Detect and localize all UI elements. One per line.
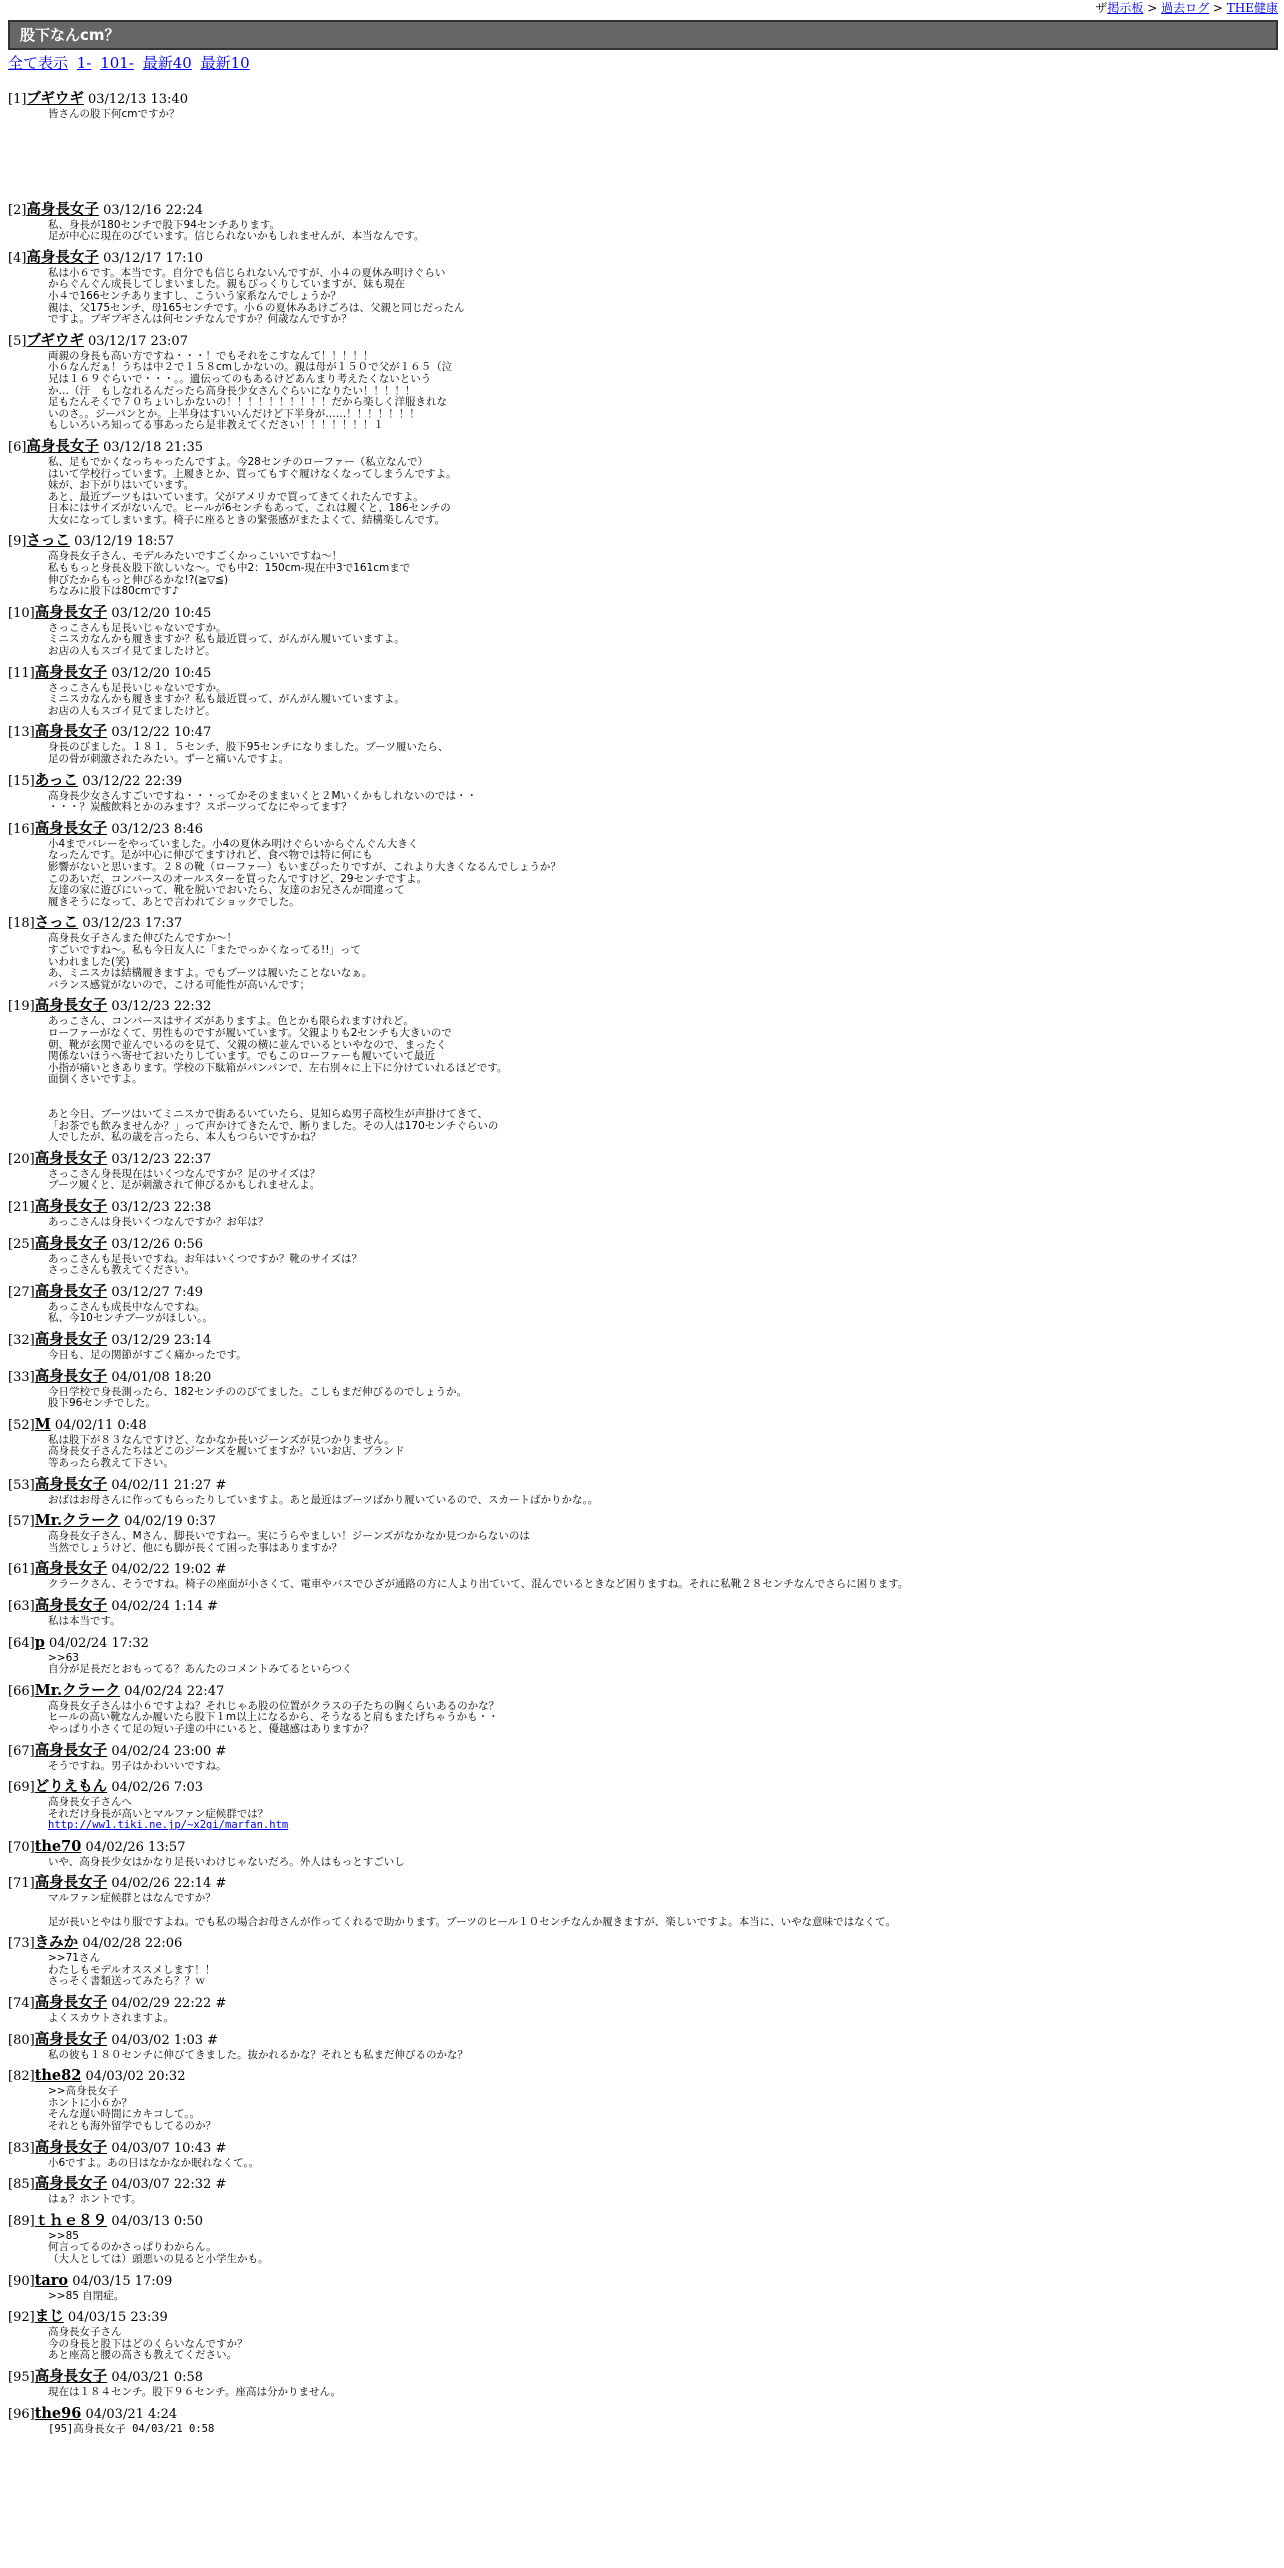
- post-number: [83]: [8, 2140, 35, 2156]
- post: [8, 1416, 1278, 1476]
- post-header: [8, 604, 1278, 623]
- post: [8, 1994, 1278, 2031]
- category-link[interactable]: THE健康: [1226, 1, 1278, 15]
- post-author-link[interactable]: 高身長女子: [34, 723, 108, 741]
- post-body: 今日学校で身長測ったら、182センチののびてました。こしもまだ伸びるのでしょうか。 股下96センチでした。: [48, 1385, 468, 1410]
- post-author-link[interactable]: 高身長女子: [34, 1198, 108, 1216]
- post-body: おばはお母さんに作ってもらったりしていますよ。あと最近はブーツばかり履いているので、スカートばかりかな。。: [48, 1493, 599, 1506]
- post: [8, 914, 1278, 997]
- post-author-link[interactable]: どりえもん: [34, 1778, 108, 1796]
- post-body: いや、高身長少女はかなり足長いわけじゃないだろ。外人はもっとすごいし: [48, 1855, 405, 1868]
- post-author-link[interactable]: 高身長女子: [26, 437, 99, 455]
- post: [8, 1597, 1278, 1634]
- post-date: 04/03/07 10:43 #: [111, 2140, 227, 2156]
- post-author-link[interactable]: 高身長女子: [34, 1149, 108, 1167]
- post-date: 03/12/22 22:39: [82, 773, 183, 789]
- post-date: 03/12/20 10:45: [111, 605, 212, 621]
- post-author-link[interactable]: 高身長女子: [34, 997, 108, 1015]
- post-number: [33]: [8, 1369, 35, 1385]
- post-list: [8, 90, 1278, 2441]
- post-header: [8, 1934, 1278, 1953]
- post-body: 現在は１８４センチ。股下９６センチ。座高は分かりません。: [48, 2385, 342, 2398]
- post-header: [8, 1742, 1278, 1761]
- post-number: [25]: [8, 1236, 35, 1252]
- post-date: 04/02/11 0:48: [54, 1417, 147, 1433]
- post-author-link[interactable]: 高身長女子: [34, 2175, 108, 2193]
- post-body: あっこさん、コンバースはサイズがありますよ。色とかも限られますけれど。 ローファーがなくて、男性ものですが履いています。父親よりも2センチも大きいので 朝、靴が玄関で並んでいるのを見て、父親の横に並んでいるといやなので、まったく 関係ないほうへ寄せておいたりしています。でもこのローファーも履いていて最近 小指が痛いときあります。学校の下駄箱がパンパンで、左右別々に上下に分けていれるほどです。 面倒くさいですよ。 あと今日、ブーツはいてミニスカで街あるいていたら、見知らぬ男子高校生が声掛けてきて、 「お茶でも飲みませんか？」って声かけてきたんで、断りました。その人は170センチぐらいの 人でしたが、私の歳を言ったら、本人もつらいですかね？: [48, 1015, 508, 1144]
- post-author-link[interactable]: ブギウギ: [26, 331, 84, 349]
- post-header: [8, 1331, 1278, 1350]
- post: [8, 2272, 1278, 2309]
- post: [8, 2212, 1278, 2272]
- post-date: 04/03/15 23:39: [67, 2310, 168, 2326]
- post-number: [85]: [8, 2177, 35, 2193]
- post: [8, 201, 1278, 249]
- range-1-link[interactable]: 1-: [76, 54, 92, 72]
- post-header: [8, 1198, 1278, 1217]
- post-author-link[interactable]: 高身長女子: [34, 1560, 108, 1578]
- post-date: 04/02/24 17:32: [48, 1635, 149, 1651]
- post-body: 今日も、足の関節がすごく痛かったです。: [48, 1349, 247, 1361]
- post-number: [95]: [8, 2369, 35, 2385]
- post-number: [82]: [8, 2069, 35, 2085]
- post-number: [19]: [8, 999, 35, 1015]
- post: [8, 1235, 1278, 1283]
- post: [8, 1934, 1278, 1994]
- post-number: [9]: [8, 534, 27, 550]
- post-header: [8, 438, 1278, 457]
- post-number: [71]: [8, 1876, 35, 1892]
- post-date: 03/12/17 17:10: [103, 250, 204, 266]
- post-date: 04/03/21 4:24: [85, 2406, 178, 2422]
- post-number: [69]: [8, 1780, 35, 1796]
- post-body: 高身長女子さんまた伸びたんですか～！ すごいですね～。私も今日友人に「またでっかくなってる!!」って いわれました(笑) あ、ミニスカは結構履きますよ。でもブーツは履いたことないなぁ。 バランス感覚がないので、こける可能性が高いんです；: [48, 932, 373, 991]
- post-author-link[interactable]: まじ: [34, 2308, 64, 2326]
- post: [8, 1874, 1278, 1934]
- post-author-link[interactable]: taro: [34, 2271, 69, 2289]
- post: [8, 997, 1278, 1150]
- post-header: [8, 1235, 1278, 1254]
- post-header: [8, 1634, 1278, 1653]
- thread-title-bar: [8, 20, 1278, 50]
- post-body: 高身長女子さんへ それだけ身長が高いとマルファン症候群では？: [48, 1796, 269, 1820]
- post-body: よくスカウトされますよ。: [48, 2012, 174, 2025]
- post-header: [8, 1368, 1278, 1387]
- breadcrumb-sep: >: [1209, 1, 1227, 15]
- post-body: 小4までバレーをやっていました。小4の夏休み明けぐらいからぐんぐん大きく なったんです。足が中心に伸びてますけれど、食べ物では特に何にも 影響がないと思います。２８の靴（ローファー）もいまぴったりですが、これより大きくなるんでしょうか？ このあいだ、コンバースのオールスターを買ったんですけど、29センチですよ。 友達の家に遊びにいって、靴を脱いでおいたら、友達のお兄さんが間違って 履きそうになって、あとで言われてショックでした。: [48, 837, 561, 908]
- post-date: 03/12/23 17:37: [82, 916, 183, 932]
- post-date: 04/03/02 20:32: [85, 2069, 186, 2085]
- post-number: [32]: [8, 1333, 35, 1348]
- post-number: [11]: [8, 665, 35, 681]
- post-header: [8, 1838, 1278, 1857]
- post-header: [8, 90, 1278, 109]
- post: [8, 2308, 1278, 2368]
- post-date: 03/12/27 7:49: [111, 1284, 204, 1300]
- post-author-link[interactable]: 高身長女子: [34, 1874, 108, 1892]
- post-date: 03/12/29 23:14: [111, 1333, 212, 1348]
- post-number: [96]: [8, 2406, 35, 2422]
- post-date: 03/12/23 22:32: [111, 999, 212, 1015]
- post-date: 03/12/23 8:46: [111, 821, 204, 837]
- post-body: >>71さん わたしもモデルオススメします！！ さっそく書類送ってみたら？？ｗ: [48, 1952, 216, 1988]
- post-author-link[interactable]: 高身長女子: [34, 2138, 108, 2156]
- post: [8, 1283, 1278, 1331]
- past-log-link[interactable]: 過去ログ: [1161, 1, 1210, 15]
- post-date: 04/02/24 22:47: [124, 1683, 225, 1699]
- post-body: >>63 自分が足長だとおもってる？あんたのコメントみてるといらつく: [48, 1651, 353, 1676]
- post-date: 04/02/11 21:27 #: [111, 1477, 227, 1493]
- post: [8, 1838, 1278, 1875]
- post-number: [13]: [8, 725, 35, 741]
- post-number: [1]: [8, 92, 27, 107]
- post-date: 03/12/20 10:45: [111, 665, 212, 681]
- post: [8, 438, 1278, 533]
- post-author-link[interactable]: 高身長女子: [34, 1331, 108, 1348]
- post-body: 皆さんの股下何cmですか？: [48, 108, 180, 120]
- post-date: 03/12/23 22:37: [111, 1151, 212, 1167]
- post: [8, 2368, 1278, 2405]
- post: [8, 1682, 1278, 1742]
- post-date: 03/12/23 22:38: [111, 1200, 212, 1216]
- post-date: 03/12/13 13:40: [87, 92, 188, 107]
- post-number: [63]: [8, 1598, 35, 1614]
- post-header: [8, 2067, 1278, 2086]
- post: [8, 820, 1278, 915]
- post-header: [8, 1994, 1278, 2013]
- breadcrumb: [1095, 0, 1278, 16]
- post-author-link[interactable]: 高身長女子: [34, 1367, 108, 1385]
- post-date: 04/03/15 17:09: [72, 2273, 173, 2289]
- post-header: [8, 201, 1278, 220]
- post-header: [8, 1283, 1278, 1302]
- post-author-link[interactable]: 高身長女子: [34, 1282, 108, 1300]
- post-number: [4]: [8, 250, 27, 266]
- post-header: [8, 1476, 1278, 1495]
- post-author-link[interactable]: さっこ: [34, 914, 79, 932]
- post-header: [8, 1416, 1278, 1435]
- post-number: [2]: [8, 202, 27, 218]
- post-author-link[interactable]: the82: [34, 2067, 82, 2085]
- post-body: [48, 2435, 1278, 2441]
- post: [8, 2031, 1278, 2068]
- post-author-link[interactable]: 高身長女子: [34, 663, 108, 681]
- post-body: 高身長女子さん 今の身長と股下はどのくらいなんですか？ あと座高と腰の高さも教えてください。: [48, 2326, 248, 2362]
- post-body: 高身長少女さんすごいですね・・・ってかそのままいくと２Mいくかもしれないのでは・・ ・・・？炭酸飲料とかのみます？スポーツってなにやってます？: [48, 789, 478, 814]
- post-author-link[interactable]: the96: [34, 2404, 82, 2422]
- post-header: [8, 914, 1278, 933]
- range-navigation: [8, 52, 254, 73]
- post-number: [52]: [8, 1417, 35, 1433]
- post-body: >>85 何言ってるのかさっぱりわからん。 （大人としては）頭悪いの見ると小学生かも。: [48, 2229, 269, 2265]
- post-body: 高身長女子さん、Mさん、脚長いですねー。実にうらやましい！ジーンズがなかなか見つからないのは 当然でしょうけど、他にも脚が長くて困った事はありますか？: [48, 1530, 530, 1554]
- post-body: はぁ？ホントです。: [48, 2193, 142, 2206]
- post-body: >>高身長女子 ホントに小６か？ そんな遅い時間にカキコして。。 それとも海外留学でもしてるのか？: [48, 2085, 216, 2132]
- post-author-link[interactable]: 高身長女子: [34, 603, 108, 621]
- post-header: [8, 2308, 1278, 2327]
- post: [8, 249, 1278, 332]
- post-body: 私、身長が180センチで股下94センチあります。 足が中心に現在のびています。信じられないかもしれませんが、本当なんです。: [48, 218, 425, 243]
- post-header: [8, 1597, 1278, 1616]
- post-date: 04/03/13 0:50: [111, 2213, 204, 2229]
- post-author-link[interactable]: 高身長女子: [34, 2367, 108, 2385]
- post-author-link[interactable]: 高身長女子: [34, 1234, 108, 1252]
- post-date: 04/02/24 1:14 #: [111, 1598, 219, 1614]
- post-header: [8, 997, 1278, 1016]
- post: [8, 1476, 1278, 1513]
- post-author-link[interactable]: Mr.クラーク: [34, 1681, 121, 1699]
- post-body: あっこさんも成長中なんですね。 私、今10センチブーツがほしい。。: [48, 1300, 213, 1325]
- post-header: [8, 532, 1278, 551]
- post-number: [18]: [8, 916, 35, 932]
- post: [8, 1634, 1278, 1682]
- post-body: さっこさんも足長いじゃないですか。 ミニスカなんかも履きますか？私も最近買って、がんがん履いていますよ。 お店の人もスゴイ見てましたけど。: [48, 681, 405, 717]
- post-number: [80]: [8, 2032, 35, 2048]
- post-header: [8, 772, 1278, 791]
- post: [8, 1331, 1278, 1368]
- post-number: [73]: [8, 1936, 35, 1952]
- post-number: [15]: [8, 773, 35, 789]
- post-header: [8, 2212, 1278, 2231]
- post-date: 04/01/08 18:20: [111, 1369, 212, 1385]
- post-body: 私、足もでかくなっちゃったんですよ。今28センチのローファー（私立なんで） はいて学校行っています。上履きとか、買ってもすぐ履けなくなってしまうんですよ。 妹が、お下がりはいています。 あと、最近ブーツもはいています。父がアメリカで買ってきてくれたんですよ。 日本にはサイズがないんで。ヒールが6センチもあって、これは履くと、186センチの 大女になってしまいます。椅子に座るときの緊張感がまたよくて、結構楽しんです。: [48, 455, 457, 526]
- post-date: 03/12/19 18:57: [74, 534, 175, 550]
- post-date: 03/12/16 22:24: [103, 202, 204, 218]
- post-date: 03/12/18 21:35: [103, 439, 204, 455]
- post-author-link[interactable]: ブギウギ: [26, 90, 84, 107]
- post: [8, 1368, 1278, 1416]
- latest-40-link[interactable]: 最新40: [142, 54, 192, 72]
- post-date: 04/02/24 23:00 #: [111, 1743, 227, 1759]
- post-author-link[interactable]: 高身長女子: [26, 248, 99, 266]
- post: [8, 723, 1278, 771]
- post: [8, 1150, 1278, 1198]
- post-number: [66]: [8, 1683, 35, 1699]
- post-body: 高身長女子さん、モデルみたいですごくかっこいいですね～！ 私ももっと身長＆股下欲しいな～。でも中2：150cm-現在中3で161cmまで 伸びたからもっと伸びるかな!?(≧▽≦) ちなみに股下は80cmです♪: [48, 550, 411, 598]
- post-body: 私は股下が８３なんですけど、なかなか長いジーンズが見つかりません。 高身長女子さんたちはどこのジーンズを履いてますか？いいお店、ブランド 等あったら教えて下さい。: [48, 1433, 405, 1469]
- post-author-link[interactable]: さっこ: [26, 532, 70, 550]
- post-header: [8, 1778, 1278, 1797]
- post: [8, 332, 1278, 438]
- post-body: 私は本当です。: [48, 1614, 121, 1627]
- post-author-link[interactable]: the70: [34, 1837, 82, 1855]
- post-number: [74]: [8, 1996, 35, 2012]
- post-author-link[interactable]: Mr.クラーク: [34, 1512, 121, 1530]
- post-number: [92]: [8, 2310, 35, 2326]
- post-body: 私は小６です。本当です。自分でも信じられないんですが、小４の夏休み明けぐらい からぐんぐん成長してしまいました。親もびっくりしていますが、妹も現在 小４で166センチありますし、こういう家系なんでしょうか？ 親は、父175センチ、母165センチです。小６の夏休みあけごろは、父親と同じだったん ですよ。ブギブギさんは何センチなんですか？何歳なんですか？: [48, 266, 465, 326]
- board-link[interactable]: 掲示板: [1107, 1, 1144, 15]
- post: [8, 772, 1278, 820]
- post-number: [27]: [8, 1284, 35, 1300]
- post-author-link[interactable]: 高身長女子: [34, 1741, 108, 1759]
- post: [8, 664, 1278, 724]
- post-header: [8, 2175, 1278, 2194]
- post: [8, 1560, 1278, 1597]
- post: [8, 604, 1278, 664]
- post: [8, 2405, 1278, 2442]
- post-author-link[interactable]: あっこ: [34, 771, 79, 789]
- post: [8, 1742, 1278, 1779]
- post-author-link[interactable]: 高身長女子: [34, 819, 108, 837]
- post-body: 小6ですよ。あの日はなかなか眠れなくて。。: [48, 2156, 260, 2169]
- post-author-link[interactable]: M: [34, 1415, 51, 1433]
- post-number: [57]: [8, 1514, 35, 1530]
- post-header: [8, 723, 1278, 742]
- post-number: [20]: [8, 1151, 35, 1167]
- post: [8, 1778, 1278, 1838]
- post-body: そうですね。男子はかわいいですね。: [48, 1759, 227, 1772]
- post-date: 04/03/07 22:32 #: [111, 2177, 227, 2193]
- post-header: [8, 2031, 1278, 2050]
- post-number: [61]: [8, 1562, 35, 1578]
- post-author-link[interactable]: ｔｈｅ８９: [34, 2211, 108, 2229]
- post-number: [89]: [8, 2213, 35, 2229]
- post-date: 04/03/21 0:58: [111, 2369, 204, 2385]
- post-header: [8, 332, 1278, 351]
- post-header: [8, 664, 1278, 683]
- post-header: [8, 2139, 1278, 2158]
- post-body: 私の彼も１８０センチに伸びてきました。抜かれるかな？それとも私まだ伸びるのかな？: [48, 2048, 468, 2061]
- show-all-link[interactable]: 全て表示: [8, 54, 69, 72]
- post-body: 両親の身長も高い方ですね・・・！でもそれをこすなんて！！！！！ 小６なんだぁ！うちは中２で１５８cmしかないの。親は母が１５０で父が１６５（泣 兄は１６９ぐらいで・・・。。遺伝ってのもあるけどあんまり考えたくないという か…（汗 もしなれるんだったら高身長少女さんぐらいになりたい！！！！！ 足もたんそくで７０ちょいしかないの！！！！！！！！！！だから楽しく洋服きれな いのさ。。ジーパンとか。上半身はすいいんだけど下半身が……！！！！！！！ もしいろいろ知ってる事あったら是非教えてください！！！！！！！１: [48, 349, 453, 432]
- thread-title: 股下なんcm？: [20, 26, 120, 44]
- post-author-link[interactable]: 高身長女子: [34, 1475, 108, 1493]
- post-url-link[interactable]: http://ww1.tiki.ne.jp/~x2gi/marfan.htm: [48, 1819, 289, 1832]
- post-date: 04/02/26 22:14 #: [111, 1876, 227, 1892]
- post-date: 04/02/26 13:57: [85, 1839, 186, 1855]
- post: [8, 2175, 1278, 2212]
- post-author-link[interactable]: 高身長女子: [26, 200, 99, 218]
- post-date: 03/12/22 10:47: [111, 725, 212, 741]
- post-header: [8, 2272, 1278, 2291]
- post-number: [70]: [8, 1839, 35, 1855]
- post-date: 04/02/26 7:03: [111, 1780, 204, 1796]
- post-number: [64]: [8, 1635, 35, 1651]
- post-date: 04/02/19 0:37: [124, 1514, 216, 1530]
- post-date: 03/12/17 23:07: [87, 333, 188, 349]
- post-body: >>85 自閉症。: [48, 2289, 125, 2302]
- post-author-link[interactable]: 高身長女子: [34, 1596, 108, 1614]
- post-number: [16]: [8, 821, 35, 837]
- post-number: [5]: [8, 333, 27, 349]
- post-header: [8, 2405, 1278, 2424]
- post-author-link[interactable]: p: [34, 1633, 45, 1651]
- post: [8, 1198, 1278, 1235]
- post-author-link[interactable]: 高身長女子: [34, 1994, 108, 2012]
- post-body: あっこさんも足長いですね。お年はいくつですか？靴のサイズは？ さっこさんも教えてください。: [48, 1252, 363, 1277]
- post-header: [8, 1560, 1278, 1579]
- post-date: 03/12/26 0:56: [111, 1236, 204, 1252]
- post-body: さっこさん身長現在はいくつなんですか？足のサイズは？ ブーツ履くと、足が刺激されて伸びるかもしれませんよ。: [48, 1167, 321, 1192]
- post-body: さっこさんも足長いじゃないですか。 ミニスカなんかも履きますか？私も最近買って、がんがん履いていますよ。 お店の人もスゴイ見てましたけど。: [48, 621, 405, 658]
- post-date: 04/02/22 19:02 #: [111, 1562, 227, 1578]
- post-header: [8, 2368, 1278, 2387]
- breadcrumb-prefix: ザ: [1095, 1, 1108, 15]
- post-header: [8, 249, 1278, 268]
- post-body: 身長のびました。１８１．５センチ、股下95センチになりました。ブーツ履いたら、 足の骨が刺激されたみたい。ずーと痛いんですよ。: [48, 741, 449, 765]
- post-number: [90]: [8, 2273, 35, 2289]
- post-number: [6]: [8, 439, 27, 455]
- post: [8, 1512, 1278, 1560]
- post-author-link[interactable]: 高身長女子: [34, 2030, 108, 2048]
- post-body: あっこさんは身長いくつなんですか？お年は？: [48, 1216, 269, 1229]
- post-author-link[interactable]: きみか: [34, 1934, 79, 1952]
- post-date: 04/02/28 22:06: [82, 1936, 183, 1952]
- post: [8, 532, 1278, 603]
- post-header: [8, 1874, 1278, 1893]
- post: [8, 90, 1278, 201]
- post-number: [67]: [8, 1743, 35, 1759]
- post-number: [21]: [8, 1200, 35, 1216]
- post: [8, 2139, 1278, 2176]
- post-body: 高身長女子さんは小６ですよね？それじゃあ股の位置がクラスの子たちの胸くらいあるのかな？ ヒールの高い靴なんか履いたら股下１m以上になるから、そうなると肩もまたげちゃうかも・・ やっぱり小さくて足の短い子達の中にいると、優越感はありますか？: [48, 1699, 500, 1735]
- post-header: [8, 820, 1278, 839]
- post-header: [8, 1682, 1278, 1701]
- post-header: [8, 1150, 1278, 1169]
- breadcrumb-sep: >: [1143, 1, 1162, 15]
- latest-10-link[interactable]: 最新10: [200, 54, 250, 72]
- post: [8, 2067, 1278, 2138]
- post-date: 04/02/29 22:22 #: [111, 1996, 227, 2012]
- post-quote: [95]高身長女子 04/03/21 0:58: [48, 2422, 215, 2435]
- post-body: クラークさん、そうですね。椅子の座面が小さくて、電車やバスでひざが通路の方に人より出ていて、混んでいるときなど困りますね。それに私靴２８センチなんでさらに困ります。: [48, 1578, 909, 1591]
- post-number: [10]: [8, 605, 35, 621]
- post-body: マルファン症候群とはなんですか？ 足が長いとやはり服ですよね。でも私の場合お母さんが作ってくれるで助かります。ブーツのヒール１０センチなんか履きますが、楽しいですよ。本当に、いやな意味ではなくて。: [48, 1892, 896, 1928]
- post-number: [53]: [8, 1477, 35, 1493]
- range-101-link[interactable]: 101-: [100, 54, 134, 72]
- post-header: [8, 1512, 1278, 1531]
- post-date: 04/03/02 1:03 #: [111, 2032, 219, 2048]
